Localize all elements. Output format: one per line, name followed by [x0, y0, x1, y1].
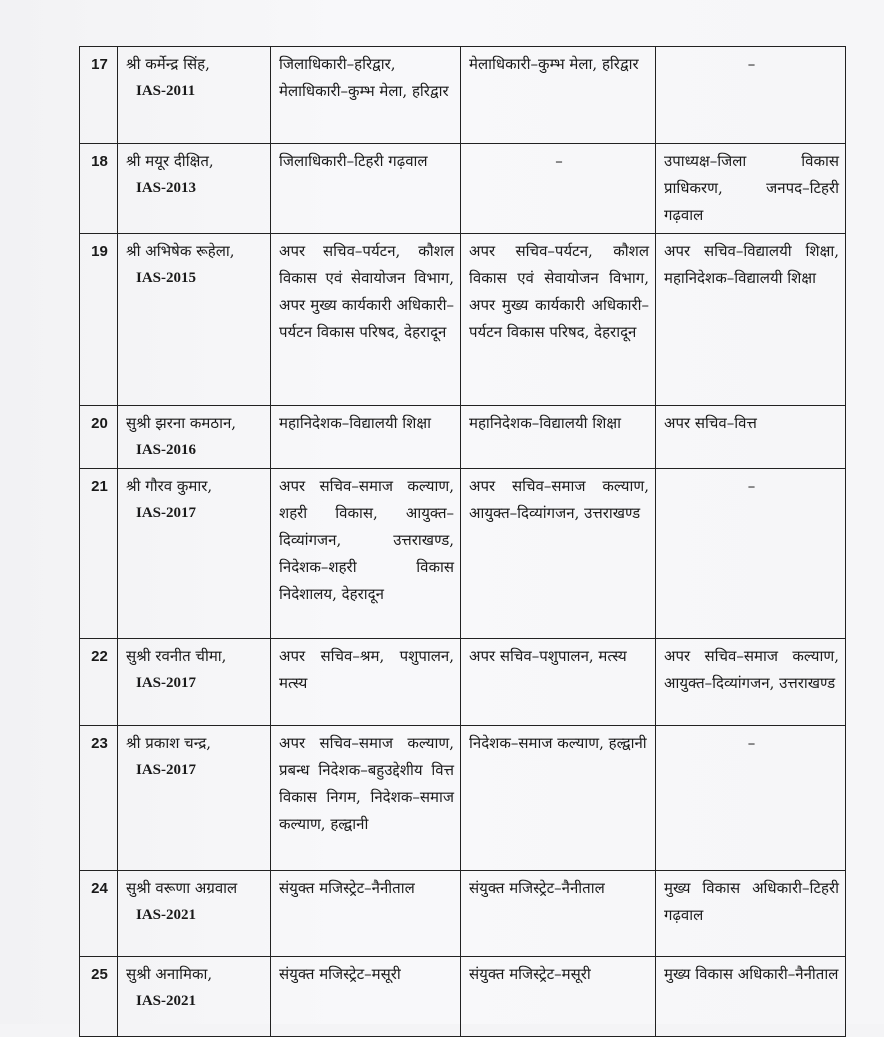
officer-name: सुश्री झरना कमठान,	[126, 414, 237, 432]
officer-name: श्री प्रकाश चन्द्र,	[126, 734, 212, 752]
relieved-from: अपर सचिव–पशुपालन, मत्स्य	[461, 639, 656, 726]
current-post: अपर सचिव–पर्यटन, कौशल विकास एवं सेवायोजन विभाग, अपर मुख्य कार्यकारी अधिकारी–पर्यटन विकास परिषद, देहरादून	[271, 234, 461, 406]
officer-name: सुश्री वरूणा अग्रवाल	[126, 879, 238, 897]
officer-name: सुश्री अनामिका,	[126, 965, 213, 983]
officer-cell	[118, 469, 271, 639]
new-assignment: –	[656, 469, 846, 639]
relieved-from: मेलाधिकारी–कुम्भ मेला, हरिद्वार	[461, 47, 656, 144]
table-row	[80, 144, 846, 234]
table-row	[80, 871, 846, 957]
serial-number: 19	[80, 234, 118, 406]
current-post: अपर सचिव–श्रम, पशुपालन, मत्स्य	[271, 639, 461, 726]
current-post: जिलाधिकारी–टिहरी गढ़वाल	[271, 144, 461, 234]
new-assignment: अपर सचिव–विद्यालयी शिक्षा, महानिदेशक–विद्यालयी शिक्षा	[656, 234, 846, 406]
new-assignment: अपर सचिव–वित्त	[656, 406, 846, 469]
relieved-from: –	[461, 144, 656, 234]
transfer-table	[79, 46, 846, 1037]
officer-batch: IAS-2013	[136, 180, 197, 196]
new-assignment: –	[656, 47, 846, 144]
relieved-from: अपर सचिव–पर्यटन, कौशल विकास एवं सेवायोजन विभाग, अपर मुख्य कार्यकारी अधिकारी–पर्यटन विकास परिषद, देहरादून	[461, 234, 656, 406]
officer-cell	[118, 639, 271, 726]
table-row	[80, 639, 846, 726]
officer-batch: IAS-2011	[136, 83, 196, 99]
new-assignment: –	[656, 726, 846, 871]
officer-name: सुश्री रवनीत चीमा,	[126, 647, 227, 665]
current-post: महानिदेशक–विद्यालयी शिक्षा	[271, 406, 461, 469]
serial-number: 25	[80, 957, 118, 1037]
officer-batch: IAS-2017	[136, 762, 197, 778]
officer-cell	[118, 406, 271, 469]
table-body	[80, 47, 846, 1037]
officer-cell	[118, 871, 271, 957]
officer-cell	[118, 47, 271, 144]
officer-cell	[118, 234, 271, 406]
officer-batch: IAS-2021	[136, 907, 197, 923]
serial-number: 22	[80, 639, 118, 726]
serial-number: 24	[80, 871, 118, 957]
relieved-from: संयुक्त मजिस्ट्रेट–नैनीताल	[461, 871, 656, 957]
new-assignment: उपाध्यक्ष–जिला विकास प्राधिकरण, जनपद–टिहरी गढ़वाल	[656, 144, 846, 234]
officer-batch: IAS-2021	[136, 993, 197, 1009]
table-row	[80, 406, 846, 469]
table-row	[80, 234, 846, 406]
current-post: अपर सचिव–समाज कल्याण, प्रबन्ध निदेशक–बहुउद्देशीय वित्त विकास निगम, निदेशक–समाज कल्याण, हल्द्वानी	[271, 726, 461, 871]
officer-cell	[118, 144, 271, 234]
officer-batch: IAS-2016	[136, 442, 197, 458]
officer-batch: IAS-2015	[136, 270, 197, 286]
officer-name: श्री कर्मेन्द्र सिंह,	[126, 55, 210, 73]
officer-name: श्री अभिषेक रूहेला,	[126, 242, 235, 260]
serial-number: 23	[80, 726, 118, 871]
new-assignment: मुख्य विकास अधिकारी–टिहरी गढ़वाल	[656, 871, 846, 957]
officer-cell	[118, 957, 271, 1037]
table-row	[80, 957, 846, 1037]
officer-cell	[118, 726, 271, 871]
table-row	[80, 469, 846, 639]
serial-number: 18	[80, 144, 118, 234]
table-row	[80, 47, 846, 144]
current-post: जिलाधिकारी–हरिद्वार, मेलाधिकारी–कुम्भ मेला, हरिद्वार	[271, 47, 461, 144]
relieved-from: अपर सचिव–समाज कल्याण, आयुक्त–दिव्यांगजन, उत्तराखण्ड	[461, 469, 656, 639]
relieved-from: महानिदेशक–विद्यालयी शिक्षा	[461, 406, 656, 469]
serial-number: 17	[80, 47, 118, 144]
table-row	[80, 726, 846, 871]
new-assignment: अपर सचिव–समाज कल्याण, आयुक्त–दिव्यांगजन, उत्तराखण्ड	[656, 639, 846, 726]
current-post: अपर सचिव–समाज कल्याण, शहरी विकास, आयुक्त–दिव्यांगजन, उत्तराखण्ड, निदेशक–शहरी विकास निदेशालय, देहरादून	[271, 469, 461, 639]
officer-batch: IAS-2017	[136, 675, 197, 691]
relieved-from: संयुक्त मजिस्ट्रेट–मसूरी	[461, 957, 656, 1037]
serial-number: 21	[80, 469, 118, 639]
officer-name: श्री गौरव कुमार,	[126, 477, 213, 495]
officer-name: श्री मयूर दीक्षित,	[126, 152, 214, 170]
new-assignment: मुख्य विकास अधिकारी–नैनीताल	[656, 957, 846, 1037]
current-post: संयुक्त मजिस्ट्रेट–मसूरी	[271, 957, 461, 1037]
officer-batch: IAS-2017	[136, 505, 197, 521]
serial-number: 20	[80, 406, 118, 469]
relieved-from: निदेशक–समाज कल्याण, हल्द्वानी	[461, 726, 656, 871]
current-post: संयुक्त मजिस्ट्रेट–नैनीताल	[271, 871, 461, 957]
